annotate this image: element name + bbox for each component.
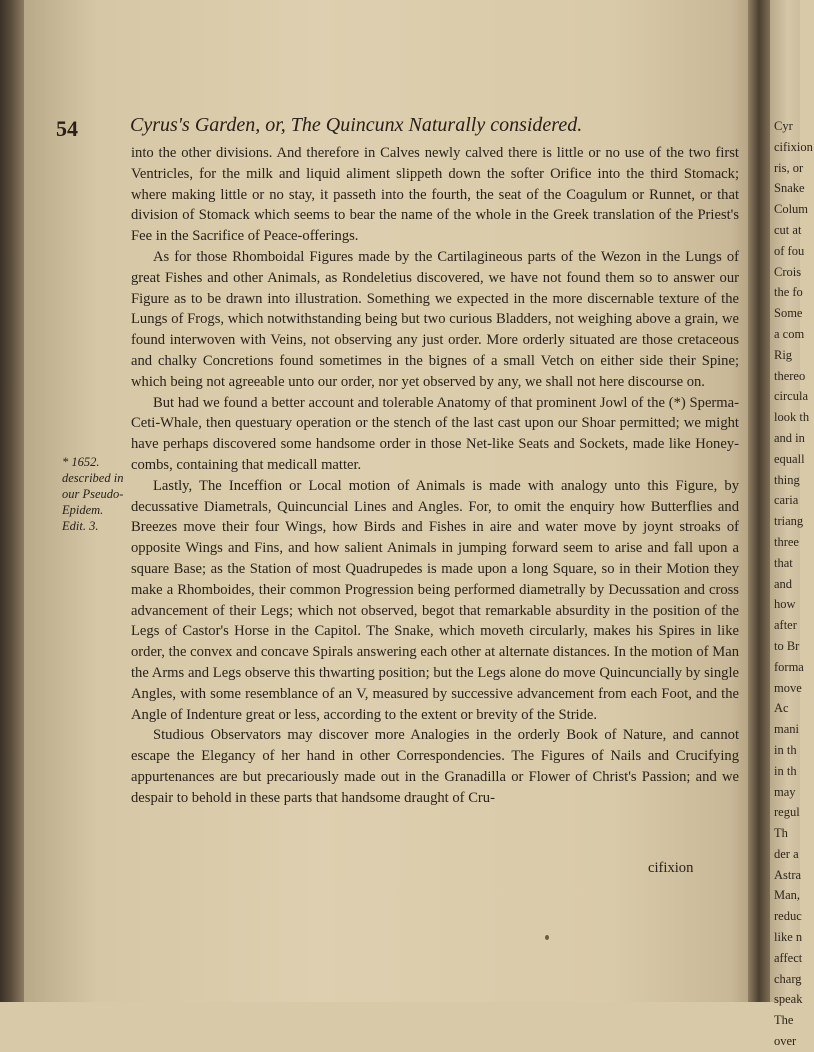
facing-page-fragment: Colum xyxy=(774,202,809,217)
facing-page-fragment: Cyr xyxy=(774,119,793,133)
facing-page xyxy=(770,0,813,1049)
paragraph-5: Studious Observators may discover more Analogies in the orderly Book of Nature, and cannot escape the Elegancy of her hand in other Correspondencies. The Figures of Nails and Crucifying appurtenances are but precariously made out in the Granadilla or Flower of Christ's Passion; and we despair to behold in these parts that handsome draught of Cru- xyxy=(131,727,739,806)
facing-page-fragment: Some xyxy=(774,306,803,321)
facing-page-fragment: Th xyxy=(774,826,788,841)
facing-page-fragment: thing xyxy=(774,472,800,487)
facing-page-fragment: der a xyxy=(774,846,799,861)
left-binding-edge xyxy=(0,0,24,1002)
facing-page-fragment: and xyxy=(774,576,793,591)
facing-page-fragment: move xyxy=(774,680,802,695)
facing-page-fragment: mani xyxy=(774,722,799,737)
facing-page-fragment: charg xyxy=(774,971,802,986)
catchword: cifixion xyxy=(648,860,694,876)
facing-page-fragment: a com xyxy=(774,326,805,341)
facing-page-fragment: like n xyxy=(774,930,803,945)
facing-page-fragment: Snake xyxy=(774,181,805,196)
facing-page-fragment: ris, or xyxy=(774,160,804,175)
facing-page-fragment: in th xyxy=(774,742,797,757)
facing-page-fragment: triang xyxy=(774,514,804,529)
facing-page-fragment: Man, xyxy=(774,888,801,903)
facing-page-fragment: and in xyxy=(774,430,805,445)
paragraph-4: Lastly, The Inceffion or Local motion of Animals is made with analogy unto this Figure, by decussative Diametrals, Quincuncial Lines and Angles. For, to omit the enquiry how Butterflies and Breezes move their four Wings, how Birds and Fishes in aire and water move by joynt stroaks of opposite Wings and Fins, and how salient Animals in jumping forward seem to arise and fall upon a square Base; as the Station of most Quadrupedes is made upon a long Square, so in their Motion they make a Rhomboides, their common Progression being performed diametrally by Decussation and cross advancement of their Legs; which not observed, begot that remarkable absurdity in the position of the Legs of Castor's Horse in the Capitol. The Snake, which moveth circularly, makes his Spires in like order, the convex and concave Spirals answering each other at alternate distances. In the motion of Man the Arms and Legs observe this thwarting position; but the Legs alone do move Quincuncially by single Angles, with some resemblance of an V, measured by successive advancement from each Foot, and the Angle of Indenture great or less, according to the extent or brevity of the Stride. xyxy=(131,477,739,723)
facing-page-fragment: thereo xyxy=(774,368,806,383)
facing-page-fragment: after xyxy=(774,618,797,633)
facing-page-fragment: reduc xyxy=(774,909,802,924)
facing-page-fragment: of fou xyxy=(774,243,805,258)
facing-page-fragment: the fo xyxy=(774,285,803,300)
facing-page-fragment: over xyxy=(774,1034,797,1049)
facing-page-fragment: Ac xyxy=(774,701,789,716)
facing-page-fragment: caria xyxy=(774,493,799,508)
facing-page-fragment: cut at xyxy=(774,222,802,237)
running-head: Cyrus's Garden, or, The Quincunx Naturally considered. xyxy=(130,114,583,136)
facing-page-fragment: The xyxy=(774,1013,794,1028)
paragraph-1: into the other divisions. And therefore in Calves newly calved there is little or no use of the two first Ventricles, for the milk and liquid aliment slippeth down the softer Orifice into the third Stomack; where making little or no stay, it passeth into the fourth, the seat of the Coagulum or Runnet, or that division of Stomack which seems to bear the name of the whole in the Greek translation of the Priest's Fee in the Sacrifice of Peace-offerings. xyxy=(131,145,739,245)
facing-page-fragment: in th xyxy=(774,763,797,778)
facing-page-fragment: equall xyxy=(774,451,805,466)
center-gutter xyxy=(748,0,770,1002)
page-number: 54 xyxy=(56,116,78,141)
facing-page-fragment: look th xyxy=(774,410,810,425)
facing-page-fragment: Crois xyxy=(774,264,802,279)
facing-page-fragment: three xyxy=(774,534,799,549)
facing-page-fragment: speak xyxy=(774,992,803,1007)
facing-page-fragment: how xyxy=(774,597,796,612)
facing-page-fragment: affect xyxy=(774,950,803,965)
facing-page-fragment: forma xyxy=(774,659,804,674)
facing-page-fragment: that xyxy=(774,555,793,570)
paragraph-2: As for those Rhomboidal Figures made by the Cartilagineous parts of the Wezon in the Lungs of great Fishes and other Animals, as Rondeletius discovered, we have not found them so to answer our Figure as to be drawn into illustration. Something we expected in the more discernable texture of the Lungs of Frogs, which notwithstanding being but two curious Bladders, not weighing above a grain, we found interwoven with Veins, not observing any just order. More orderly situated are those cretaceous and chalky Concretions found sometimes in the bignes of a small Vetch on either side their Spine; which being not agreeable unto our order, nor yet observed by any, we shall not here discourse on. xyxy=(131,248,739,390)
facing-page-fragment: Rig xyxy=(774,347,793,362)
ink-spot xyxy=(545,935,549,940)
facing-page-text-fragments xyxy=(774,116,814,1052)
paragraph-3: But had we found a better account and tolerable Anatomy of that prominent Jowl of the (*) Sperma-Ceti-Whale, then questuary operation or the stench of the last cast upon our Shoar permitted; we might have perhaps discovered some handsome order in those Net-like Seats and Sockets, made like Honey-combs, containing that medicall matter. xyxy=(131,394,739,473)
margin-note: * 1652. described in our Pseudo-Epidem. Edit. 3. xyxy=(62,455,124,533)
facing-page-fragment: to Br xyxy=(774,638,800,653)
facing-page-fragment: Astra xyxy=(774,867,802,882)
facing-page-fragment: cifixion xyxy=(774,139,813,154)
body-text xyxy=(131,143,739,809)
facing-page-fragment: may xyxy=(774,784,796,799)
facing-page-fragment: regul xyxy=(774,805,800,820)
facing-page-fragment: circula xyxy=(774,389,809,404)
